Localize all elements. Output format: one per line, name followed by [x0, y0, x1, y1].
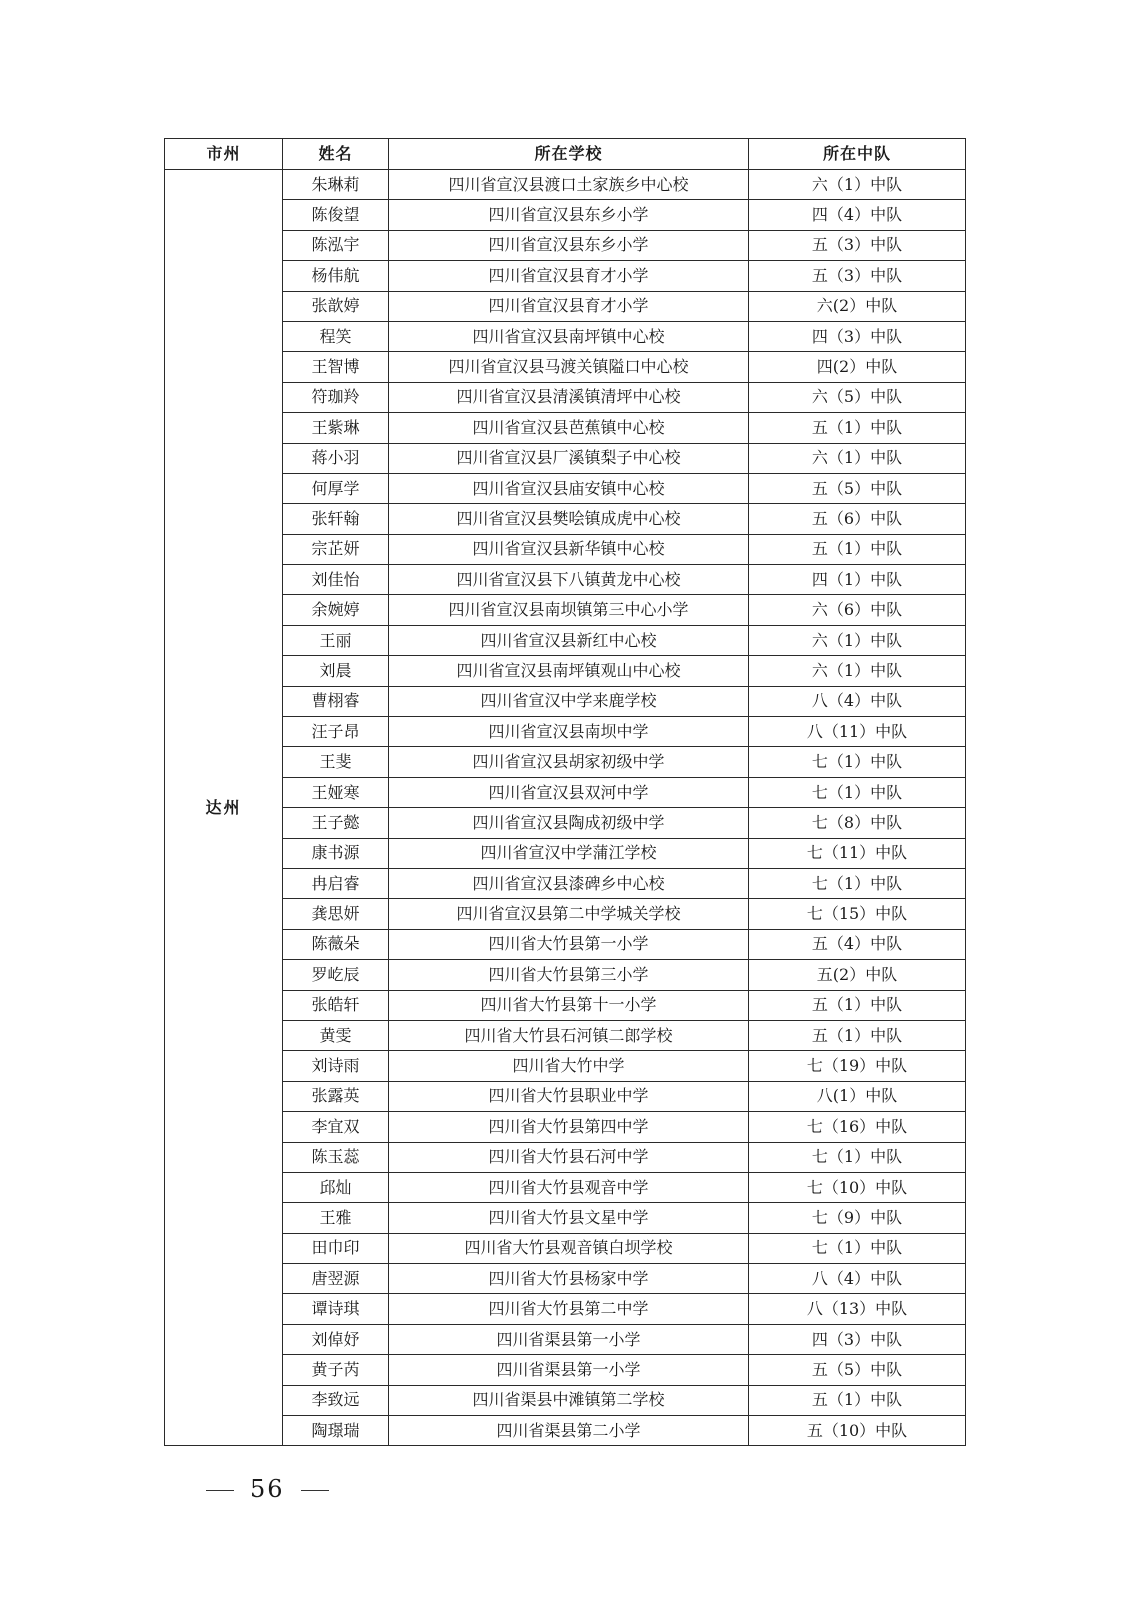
- table-row: [165, 170, 966, 200]
- table-row: [165, 473, 966, 503]
- squad-cell: 五（1）中队: [749, 990, 966, 1020]
- school-cell: 四川省大竹县石河镇二郎学校: [389, 1020, 749, 1050]
- squad-cell: 六(2）中队: [749, 291, 966, 321]
- table-row: [165, 1112, 966, 1142]
- school-cell: 四川省大竹县第一小学: [389, 929, 749, 959]
- name-cell: 陶璟瑞: [283, 1416, 389, 1446]
- squad-cell: 八(1）中队: [749, 1081, 966, 1111]
- school-cell: 四川省大竹县石河中学: [389, 1142, 749, 1172]
- school-cell: 四川省宣汉县南坝镇第三中心小学: [389, 595, 749, 625]
- squad-cell: 七（8）中队: [749, 808, 966, 838]
- name-cell: 刘诗雨: [283, 1051, 389, 1081]
- squad-cell: 五（3）中队: [749, 230, 966, 260]
- name-cell: 陈玉蕊: [283, 1142, 389, 1172]
- squad-cell: 七（1）中队: [749, 868, 966, 898]
- school-cell: 四川省宣汉县清溪镇清坪中心校: [389, 382, 749, 412]
- school-cell: 四川省大竹县职业中学: [389, 1081, 749, 1111]
- table-row: [165, 413, 966, 443]
- table-row: [165, 960, 966, 990]
- squad-cell: 六（1）中队: [749, 443, 966, 473]
- table-row: [165, 1172, 966, 1202]
- school-cell: 四川省宣汉县新红中心校: [389, 625, 749, 655]
- squad-cell: 五（1）中队: [749, 534, 966, 564]
- school-cell: 四川省宣汉县渡口土家族乡中心校: [389, 170, 749, 200]
- table-row: [165, 1416, 966, 1446]
- table-row: [165, 261, 966, 291]
- name-cell: 陈薇朵: [283, 929, 389, 959]
- squad-cell: 五（1）中队: [749, 1020, 966, 1050]
- table-row: [165, 1324, 966, 1354]
- table-row: [165, 443, 966, 473]
- name-cell: 张歆婷: [283, 291, 389, 321]
- name-cell: 王子懿: [283, 808, 389, 838]
- squad-cell: 七（19）中队: [749, 1051, 966, 1081]
- squad-cell: 七（1）中队: [749, 1233, 966, 1263]
- school-cell: 四川省大竹县第十一小学: [389, 990, 749, 1020]
- name-cell: 蒋小羽: [283, 443, 389, 473]
- name-cell: 汪子昂: [283, 717, 389, 747]
- table-row: [165, 625, 966, 655]
- squad-cell: 八（11）中队: [749, 717, 966, 747]
- school-cell: 四川省宣汉县育才小学: [389, 291, 749, 321]
- name-cell: 黄雯: [283, 1020, 389, 1050]
- header-school: 所在学校: [389, 139, 749, 170]
- name-cell: 田巾印: [283, 1233, 389, 1263]
- school-cell: 四川省渠县第二小学: [389, 1416, 749, 1446]
- name-cell: 王智博: [283, 352, 389, 382]
- page-number: [190, 1475, 345, 1503]
- squad-cell: 七（10）中队: [749, 1172, 966, 1202]
- school-cell: 四川省宣汉县新华镇中心校: [389, 534, 749, 564]
- table-row: [165, 808, 966, 838]
- squad-cell: 七（1）中队: [749, 1142, 966, 1172]
- squad-cell: 五（6）中队: [749, 504, 966, 534]
- squad-cell: 七（9）中队: [749, 1203, 966, 1233]
- school-cell: 四川省大竹县第四中学: [389, 1112, 749, 1142]
- school-cell: 四川省宣汉县下八镇黄龙中心校: [389, 565, 749, 595]
- school-cell: 四川省宣汉县马渡关镇隘口中心校: [389, 352, 749, 382]
- name-cell: 程笑: [283, 321, 389, 351]
- table-row: [165, 929, 966, 959]
- squad-cell: 六（5）中队: [749, 382, 966, 412]
- table-row: [165, 1051, 966, 1081]
- roster-table: [164, 138, 966, 1446]
- page-number-dash-left: [206, 1490, 234, 1491]
- name-cell: 冉启睿: [283, 868, 389, 898]
- header-city: 市州: [165, 139, 283, 170]
- squad-cell: 七（1）中队: [749, 747, 966, 777]
- school-cell: 四川省大竹县观音中学: [389, 1172, 749, 1202]
- squad-cell: 七（16）中队: [749, 1112, 966, 1142]
- name-cell: 王雅: [283, 1203, 389, 1233]
- table-row: [165, 1203, 966, 1233]
- school-cell: 四川省宣汉县芭蕉镇中心校: [389, 413, 749, 443]
- table-row: [165, 291, 966, 321]
- school-cell: 四川省大竹县第二中学: [389, 1294, 749, 1324]
- school-cell: 四川省渠县第一小学: [389, 1324, 749, 1354]
- school-cell: 四川省渠县第一小学: [389, 1355, 749, 1385]
- table-row: [165, 868, 966, 898]
- table-row: [165, 1385, 966, 1415]
- squad-cell: 五（1）中队: [749, 413, 966, 443]
- name-cell: 符珈羚: [283, 382, 389, 412]
- squad-cell: 七（11）中队: [749, 838, 966, 868]
- school-cell: 四川省宣汉县陶成初级中学: [389, 808, 749, 838]
- name-cell: 康书源: [283, 838, 389, 868]
- table-row: [165, 1355, 966, 1385]
- squad-cell: 七（1）中队: [749, 777, 966, 807]
- table-row: [165, 686, 966, 716]
- name-cell: 张皓轩: [283, 990, 389, 1020]
- school-cell: 四川省大竹县第三小学: [389, 960, 749, 990]
- school-cell: 四川省宣汉县南坪镇观山中心校: [389, 656, 749, 686]
- name-cell: 王丽: [283, 625, 389, 655]
- name-cell: 邱灿: [283, 1172, 389, 1202]
- squad-cell: 八（4）中队: [749, 686, 966, 716]
- table-row: [165, 899, 966, 929]
- table-row: [165, 200, 966, 230]
- table-row: [165, 990, 966, 1020]
- name-cell: 杨伟航: [283, 261, 389, 291]
- squad-cell: 八（13）中队: [749, 1294, 966, 1324]
- school-cell: 四川省宣汉县南坪镇中心校: [389, 321, 749, 351]
- school-cell: 四川省宣汉县樊哙镇成虎中心校: [389, 504, 749, 534]
- school-cell: 四川省宣汉中学来鹿学校: [389, 686, 749, 716]
- school-cell: 四川省宣汉县育才小学: [389, 261, 749, 291]
- squad-cell: 五（5）中队: [749, 1355, 966, 1385]
- table-row: [165, 1294, 966, 1324]
- squad-cell: 五（5）中队: [749, 473, 966, 503]
- name-cell: 王娅寒: [283, 777, 389, 807]
- squad-cell: 五（10）中队: [749, 1416, 966, 1446]
- squad-cell: 四（3）中队: [749, 321, 966, 351]
- squad-cell: 四（4）中队: [749, 200, 966, 230]
- name-cell: 宗芷妍: [283, 534, 389, 564]
- school-cell: 四川省宣汉县胡家初级中学: [389, 747, 749, 777]
- table-row: [165, 352, 966, 382]
- squad-cell: 六（1）中队: [749, 170, 966, 200]
- school-cell: 四川省宣汉县漆碑乡中心校: [389, 868, 749, 898]
- squad-cell: 六（1）中队: [749, 625, 966, 655]
- table-row: [165, 838, 966, 868]
- squad-cell: 六（6）中队: [749, 595, 966, 625]
- table-row: [165, 504, 966, 534]
- squad-cell: 四（1）中队: [749, 565, 966, 595]
- name-cell: 刘佳怡: [283, 565, 389, 595]
- name-cell: 李宜双: [283, 1112, 389, 1142]
- name-cell: 罗屹辰: [283, 960, 389, 990]
- squad-cell: 五(2）中队: [749, 960, 966, 990]
- school-cell: 四川省宣汉县第二中学城关学校: [389, 899, 749, 929]
- school-cell: 四川省大竹中学: [389, 1051, 749, 1081]
- table-row: [165, 747, 966, 777]
- table-row: [165, 656, 966, 686]
- table-row: [165, 1264, 966, 1294]
- school-cell: 四川省宣汉县东乡小学: [389, 230, 749, 260]
- table-row: [165, 382, 966, 412]
- squad-cell: 四(2）中队: [749, 352, 966, 382]
- city-cell: 达州: [165, 170, 283, 1446]
- squad-cell: 六（1）中队: [749, 656, 966, 686]
- page-number-dash-right: [301, 1490, 329, 1491]
- squad-cell: 五（4）中队: [749, 929, 966, 959]
- school-cell: 四川省大竹县观音镇白坝学校: [389, 1233, 749, 1263]
- name-cell: 朱琳莉: [283, 170, 389, 200]
- table-row: [165, 534, 966, 564]
- table-row: [165, 565, 966, 595]
- squad-cell: 八（4）中队: [749, 1264, 966, 1294]
- name-cell: 陈俊望: [283, 200, 389, 230]
- name-cell: 李致远: [283, 1385, 389, 1415]
- school-cell: 四川省宣汉县双河中学: [389, 777, 749, 807]
- table-row: [165, 1142, 966, 1172]
- name-cell: 张露英: [283, 1081, 389, 1111]
- school-cell: 四川省大竹县杨家中学: [389, 1264, 749, 1294]
- name-cell: 龚思妍: [283, 899, 389, 929]
- table-row: [165, 1233, 966, 1263]
- table-row: [165, 230, 966, 260]
- school-cell: 四川省渠县中滩镇第二学校: [389, 1385, 749, 1415]
- page-number-text: 56: [250, 1475, 285, 1503]
- name-cell: 王斐: [283, 747, 389, 777]
- name-cell: 陈泓宇: [283, 230, 389, 260]
- squad-cell: 七（15）中队: [749, 899, 966, 929]
- table-row: [165, 321, 966, 351]
- name-cell: 谭诗琪: [283, 1294, 389, 1324]
- name-cell: 唐翌源: [283, 1264, 389, 1294]
- table-row: [165, 777, 966, 807]
- school-cell: 四川省宣汉中学蒲江学校: [389, 838, 749, 868]
- squad-cell: 五（3）中队: [749, 261, 966, 291]
- name-cell: 何厚学: [283, 473, 389, 503]
- name-cell: 王紫琳: [283, 413, 389, 443]
- school-cell: 四川省宣汉县东乡小学: [389, 200, 749, 230]
- roster-body: [165, 170, 966, 1446]
- table-row: [165, 1020, 966, 1050]
- squad-cell: 四（3）中队: [749, 1324, 966, 1354]
- name-cell: 刘晨: [283, 656, 389, 686]
- name-cell: 刘倬妤: [283, 1324, 389, 1354]
- header-name: 姓名: [283, 139, 389, 170]
- name-cell: 曹栩睿: [283, 686, 389, 716]
- name-cell: 黄子芮: [283, 1355, 389, 1385]
- name-cell: 余婉婷: [283, 595, 389, 625]
- table-row: [165, 595, 966, 625]
- header-squad: 所在中队: [749, 139, 966, 170]
- header-row: [165, 139, 966, 170]
- school-cell: 四川省宣汉县庙安镇中心校: [389, 473, 749, 503]
- table-row: [165, 717, 966, 747]
- table-row: [165, 1081, 966, 1111]
- squad-cell: 五（1）中队: [749, 1385, 966, 1415]
- school-cell: 四川省宣汉县厂溪镇梨子中心校: [389, 443, 749, 473]
- name-cell: 张轩翰: [283, 504, 389, 534]
- school-cell: 四川省大竹县文星中学: [389, 1203, 749, 1233]
- school-cell: 四川省宣汉县南坝中学: [389, 717, 749, 747]
